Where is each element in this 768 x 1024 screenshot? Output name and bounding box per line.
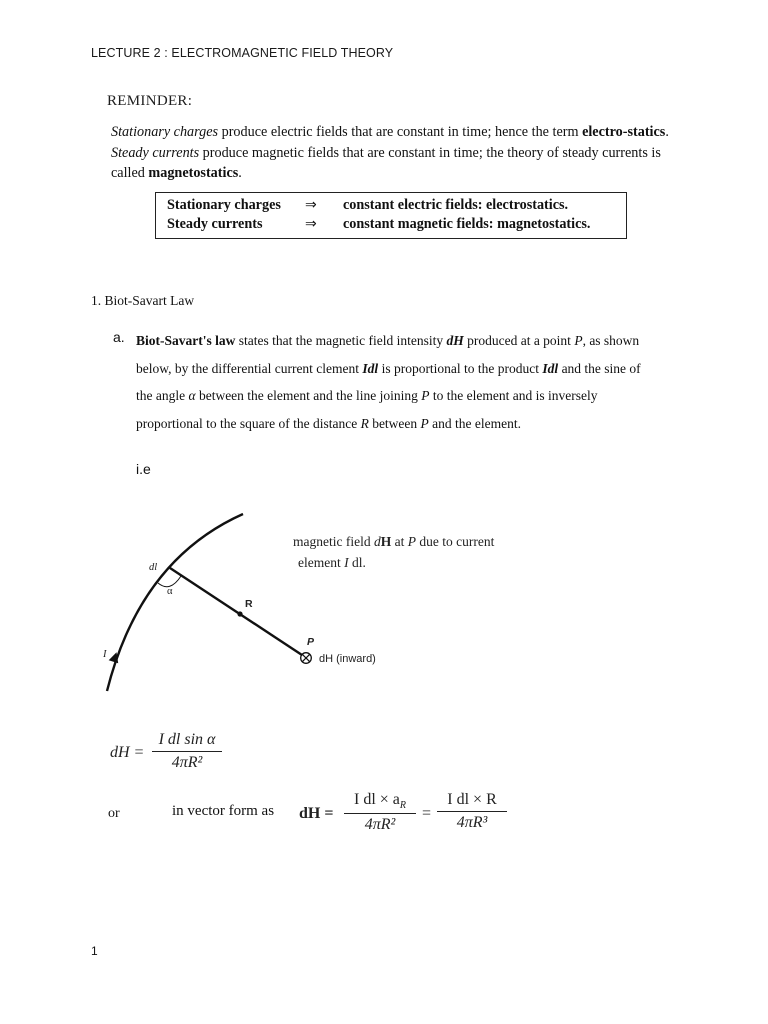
vector-fraction-1: I dl × $a_R$ 4πR² [344, 791, 416, 834]
implies-arrow: ⇒ [305, 197, 317, 213]
summary-row-currents: Steady currents ⇒ constant magnetic fields: magnetostatics. [167, 216, 591, 232]
label-alpha: α [167, 586, 173, 597]
r-midpoint-dot [237, 611, 242, 616]
figure-caption: magnetic field dH at P due to current element I dl. [293, 534, 495, 570]
or-word: or [108, 806, 120, 821]
vector-fraction-2: I dl × R 4πR³ [437, 791, 507, 832]
lecture-header: LECTURE 2 : ELECTROMAGNETIC FIELD THEORY [91, 46, 394, 60]
stationary-charges-term: Stationary charges [111, 124, 219, 140]
label-r: R [245, 598, 253, 610]
law-paragraph: Biot-Savart's law states that the magnetic field intensity dH produced at a point P, as shown below, by the differential current clement Idl is proportional to the product Idl and the sine of the angle α between the element and the line joining P to the element and is inversely proportional to the square of the distance R between P and the element. [136, 333, 641, 431]
list-marker: a. [113, 329, 125, 345]
page-number: 1 [91, 944, 98, 958]
label-i: I [103, 649, 107, 660]
fraction-bar [437, 811, 507, 812]
biot-savart-diagram [95, 505, 315, 695]
label-dh-inward: dH (inward) [319, 653, 376, 665]
label-p: P [307, 636, 315, 648]
vector-formula-lhs: dH = [299, 805, 334, 822]
distance-line-r [170, 568, 302, 655]
reminder-heading: REMINDER: [107, 93, 193, 109]
summary-row-charges: Stationary charges ⇒ constant electric fields: electrostatics. [167, 197, 569, 213]
vector-form-label: in vector form as [172, 803, 275, 819]
magnetostatics-term: magnetostatics [148, 165, 239, 181]
implies-arrow: ⇒ [305, 216, 317, 232]
scalar-formula-lhs: dH = [110, 744, 145, 761]
law-name: Biot-Savart's law [136, 333, 236, 348]
ie-label: i.e [136, 461, 151, 477]
label-dl: dl [149, 562, 158, 573]
section-heading: 1. Biot-Savart Law [91, 293, 195, 308]
into-page-icon [301, 653, 312, 664]
fraction-bar [344, 813, 416, 814]
steady-currents-term: Steady currents [111, 144, 200, 161]
fraction-bar [152, 751, 222, 752]
scalar-formula-fraction: I dl sin α 4πR² [152, 731, 222, 772]
vector-equals: = [422, 805, 432, 822]
reminder-paragraph: Stationary charges produce electric fields that are constant in time; hence the term electro-statics. Steady currents produce magnetic fields that are constant in time; the theory of steady currents is called magnetostatics. [111, 124, 669, 181]
electrostatics-term: electro-statics [582, 124, 666, 140]
summary-table [155, 192, 627, 239]
